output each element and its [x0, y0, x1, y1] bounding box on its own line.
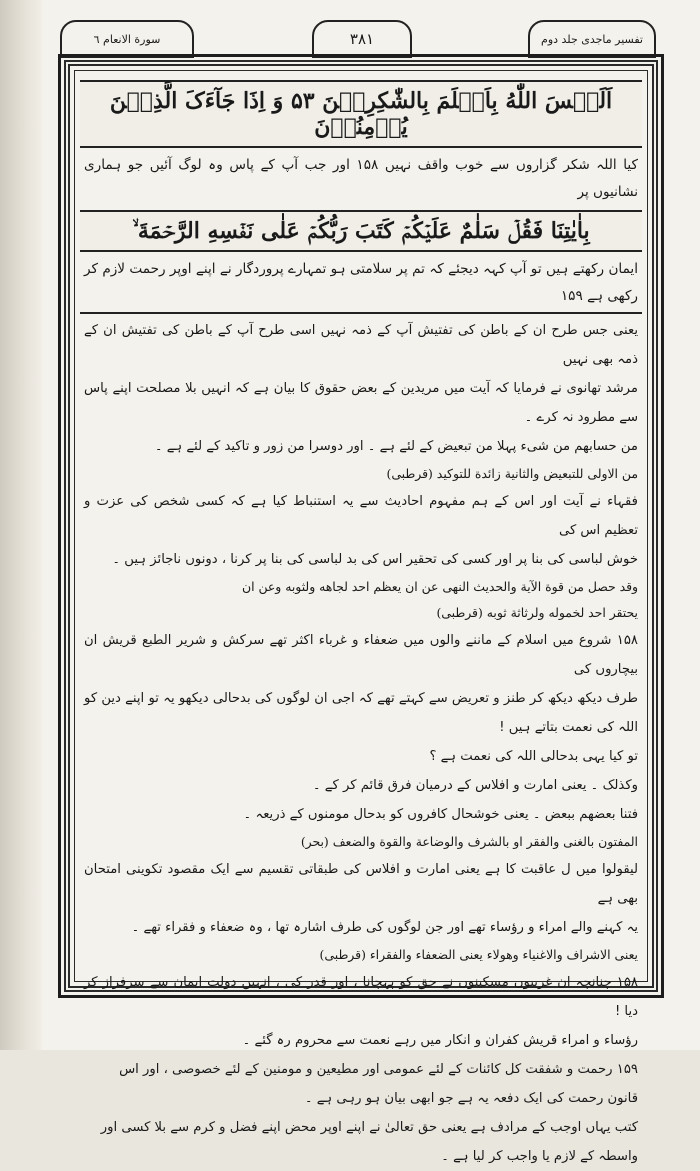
commentary-divider: [80, 312, 642, 314]
footnote-158b: ۱۵۸ چنانچہ ان غریبوں مسکینوں نے حق کو پہچانا ، اور قدر کی ، انہیں دولت ایمان سے سرفراز کر دیا !: [84, 975, 638, 1019]
commentary-line: کتب یہاں اوجب کے مرادف ہے یعنی حق تعالیٰ نے اپنے اوپر محض اپنے فضل و کرم سے بلا کسی اور: [100, 1120, 638, 1135]
commentary-line: یہ کہنے والے امراء و رؤساء تھے اور جن لوگوں کی طرف اشارہ تھا ، وہ ضعفاء و فقراء تھے ۔: [131, 920, 638, 935]
commentary-line: طرف دیکھ دیکھ کر طنز و تعریض سے کہتے تھے کہ اجی ان لوگوں کی بدحالی دیکھو یہ تو اپنے دین کو اللہ کی نعمت بتاتے ہیں !: [84, 691, 638, 735]
verse-translation-2: ایمان رکھتے ہیں تو آپ کہہ دیجئے کہ تم پر سلامتی ہو تمہارے پروردگار نے اپنے اوپر رحمت لازم کر رکھی ہے ۱۵۹: [84, 261, 638, 304]
header-page-number: ٣٨١: [312, 20, 412, 58]
commentary-line: وکذلک ۔ یعنی امارت و افلاس کے درمیان فرق قائم کر کے ۔: [312, 778, 638, 793]
footnote-159: ۱۵۹ رحمت و شفقت کل کائنات کے لئے عمومی اور مطیعین و مومنین کے لئے خصوصی ، اور اس: [119, 1062, 638, 1077]
commentary-line: من حسابهم من شیء پہلا من تبعیض کے لئے ہے ۔ اور دوسرا من زور و تاکید کے لئے ہے ۔: [154, 439, 638, 454]
commentary-line: خوش لباسی کی بنا پر اور کسی کی تحقیر اس کی بد لباسی کی بنا پر کرنا ، دونوں ناجائز ہیں ۔: [112, 552, 638, 567]
book-spine-shadow: [0, 0, 42, 1050]
commentary-line: لیقولوا میں ل عاقبت کا ہے یعنی امارت و افلاس کی طبقاتی تقسیم سے ایک مقصود تکوینی امتحان بھی ہے: [84, 862, 638, 906]
arabic-quote: من الاولی للتبعیض والثانیة زائدة للتوکید (قرطبی): [386, 466, 638, 481]
commentary-line: قانون رحمت کی ایک دفعہ یہ ہے جو ابھی بیان ہو رہی ہے ۔: [304, 1091, 638, 1106]
commentary-line: فتنا بعضهم ببعض ۔ یعنی خوشحال کافروں کو بدحال مومنوں کے ذریعہ ۔: [243, 807, 638, 822]
commentary-line: واسطہ کے لازم یا واجب کر لیا ہے ۔: [441, 1149, 638, 1164]
commentary-line: یعنی جس طرح ان کے باطن کی تفتیش آپ کے ذمہ نہیں اسی طرح آپ کے باطن کی تفتیش ان کے ذمہ بھی نہیں: [84, 323, 638, 367]
arabic-quote: المفتون بالغنی والفقر او بالشرف والوضاعة والقوة والضعف (بحر): [300, 834, 638, 849]
page-content: [80, 76, 642, 1164]
commentary-line: رؤساء و امراء قریش کفران و انکار میں رہے نعمت سے محروم رہ گئے ۔: [242, 1033, 638, 1048]
commentary-line: تو کیا یہی بدحالی اللہ کی نعمت ہے ؟: [429, 749, 638, 764]
commentary-line: فقہاء نے آیت اور اس کے ہم مفہوم احادیث سے یہ استنباط کیا ہے کہ کسی شخص کی عزت و تعظیم اس کی: [84, 494, 638, 538]
arabic-quote: وقد حصل من قوة الآیة والحدیث النهی عن ان یعظم احد لجاهه ولثوبه وعن ان: [241, 579, 638, 594]
verse-line-2: بِاٰیٰتِنَا فَقُلۡ سَلٰمٌ عَلَیۡکُمۡ کَتَبَ رَبُّکُمۡ عَلٰی نَفۡسِهِ الرَّحۡمَةَ ۙ: [80, 210, 642, 252]
verse-translation-1: کیا اللہ شکر گزاروں سے خوب واقف نہیں ۱۵۸ اور جب آپ کے پاس وہ لوگ آئیں جو ہماری نشانیوں پر: [84, 157, 638, 200]
footnote-158: ۱۵۸ شروع میں اسلام کے ماننے والوں میں ضعفاء و غرباء اکثر تھے سرکش و شریر الطبع قریش ان بیچاروں کی: [84, 633, 638, 677]
arabic-quote: یعنی الاشراف والاغنیاء وهولاء یعنی الضعفاء والفقراء (قرطبی): [319, 947, 638, 962]
arabic-quote: یحتقر احد لخموله ولرثاثة ثوبه (قرطبی): [436, 605, 638, 620]
verse-line-1: اَلَیۡسَ اللّٰهُ بِاَعۡلَمَ بِالشّٰکِرِیۡنَ ۵۳ وَ اِذَا جَآءَکَ الَّذِیۡنَ یُؤۡمِنُوۡنَ: [80, 80, 642, 148]
header-surah-name: سورة الانعام ٦: [60, 20, 194, 58]
header-book-title: تفسیر ماجدی جلد دوم: [528, 20, 656, 58]
commentary-line: مرشد تھانوی نے فرمایا کہ آیت میں مریدین کے بعض حقوق کا بیان ہے کہ انہیں بلا مصلحت اپنے پاس سے مطرود نہ کرے ۔: [84, 381, 638, 425]
